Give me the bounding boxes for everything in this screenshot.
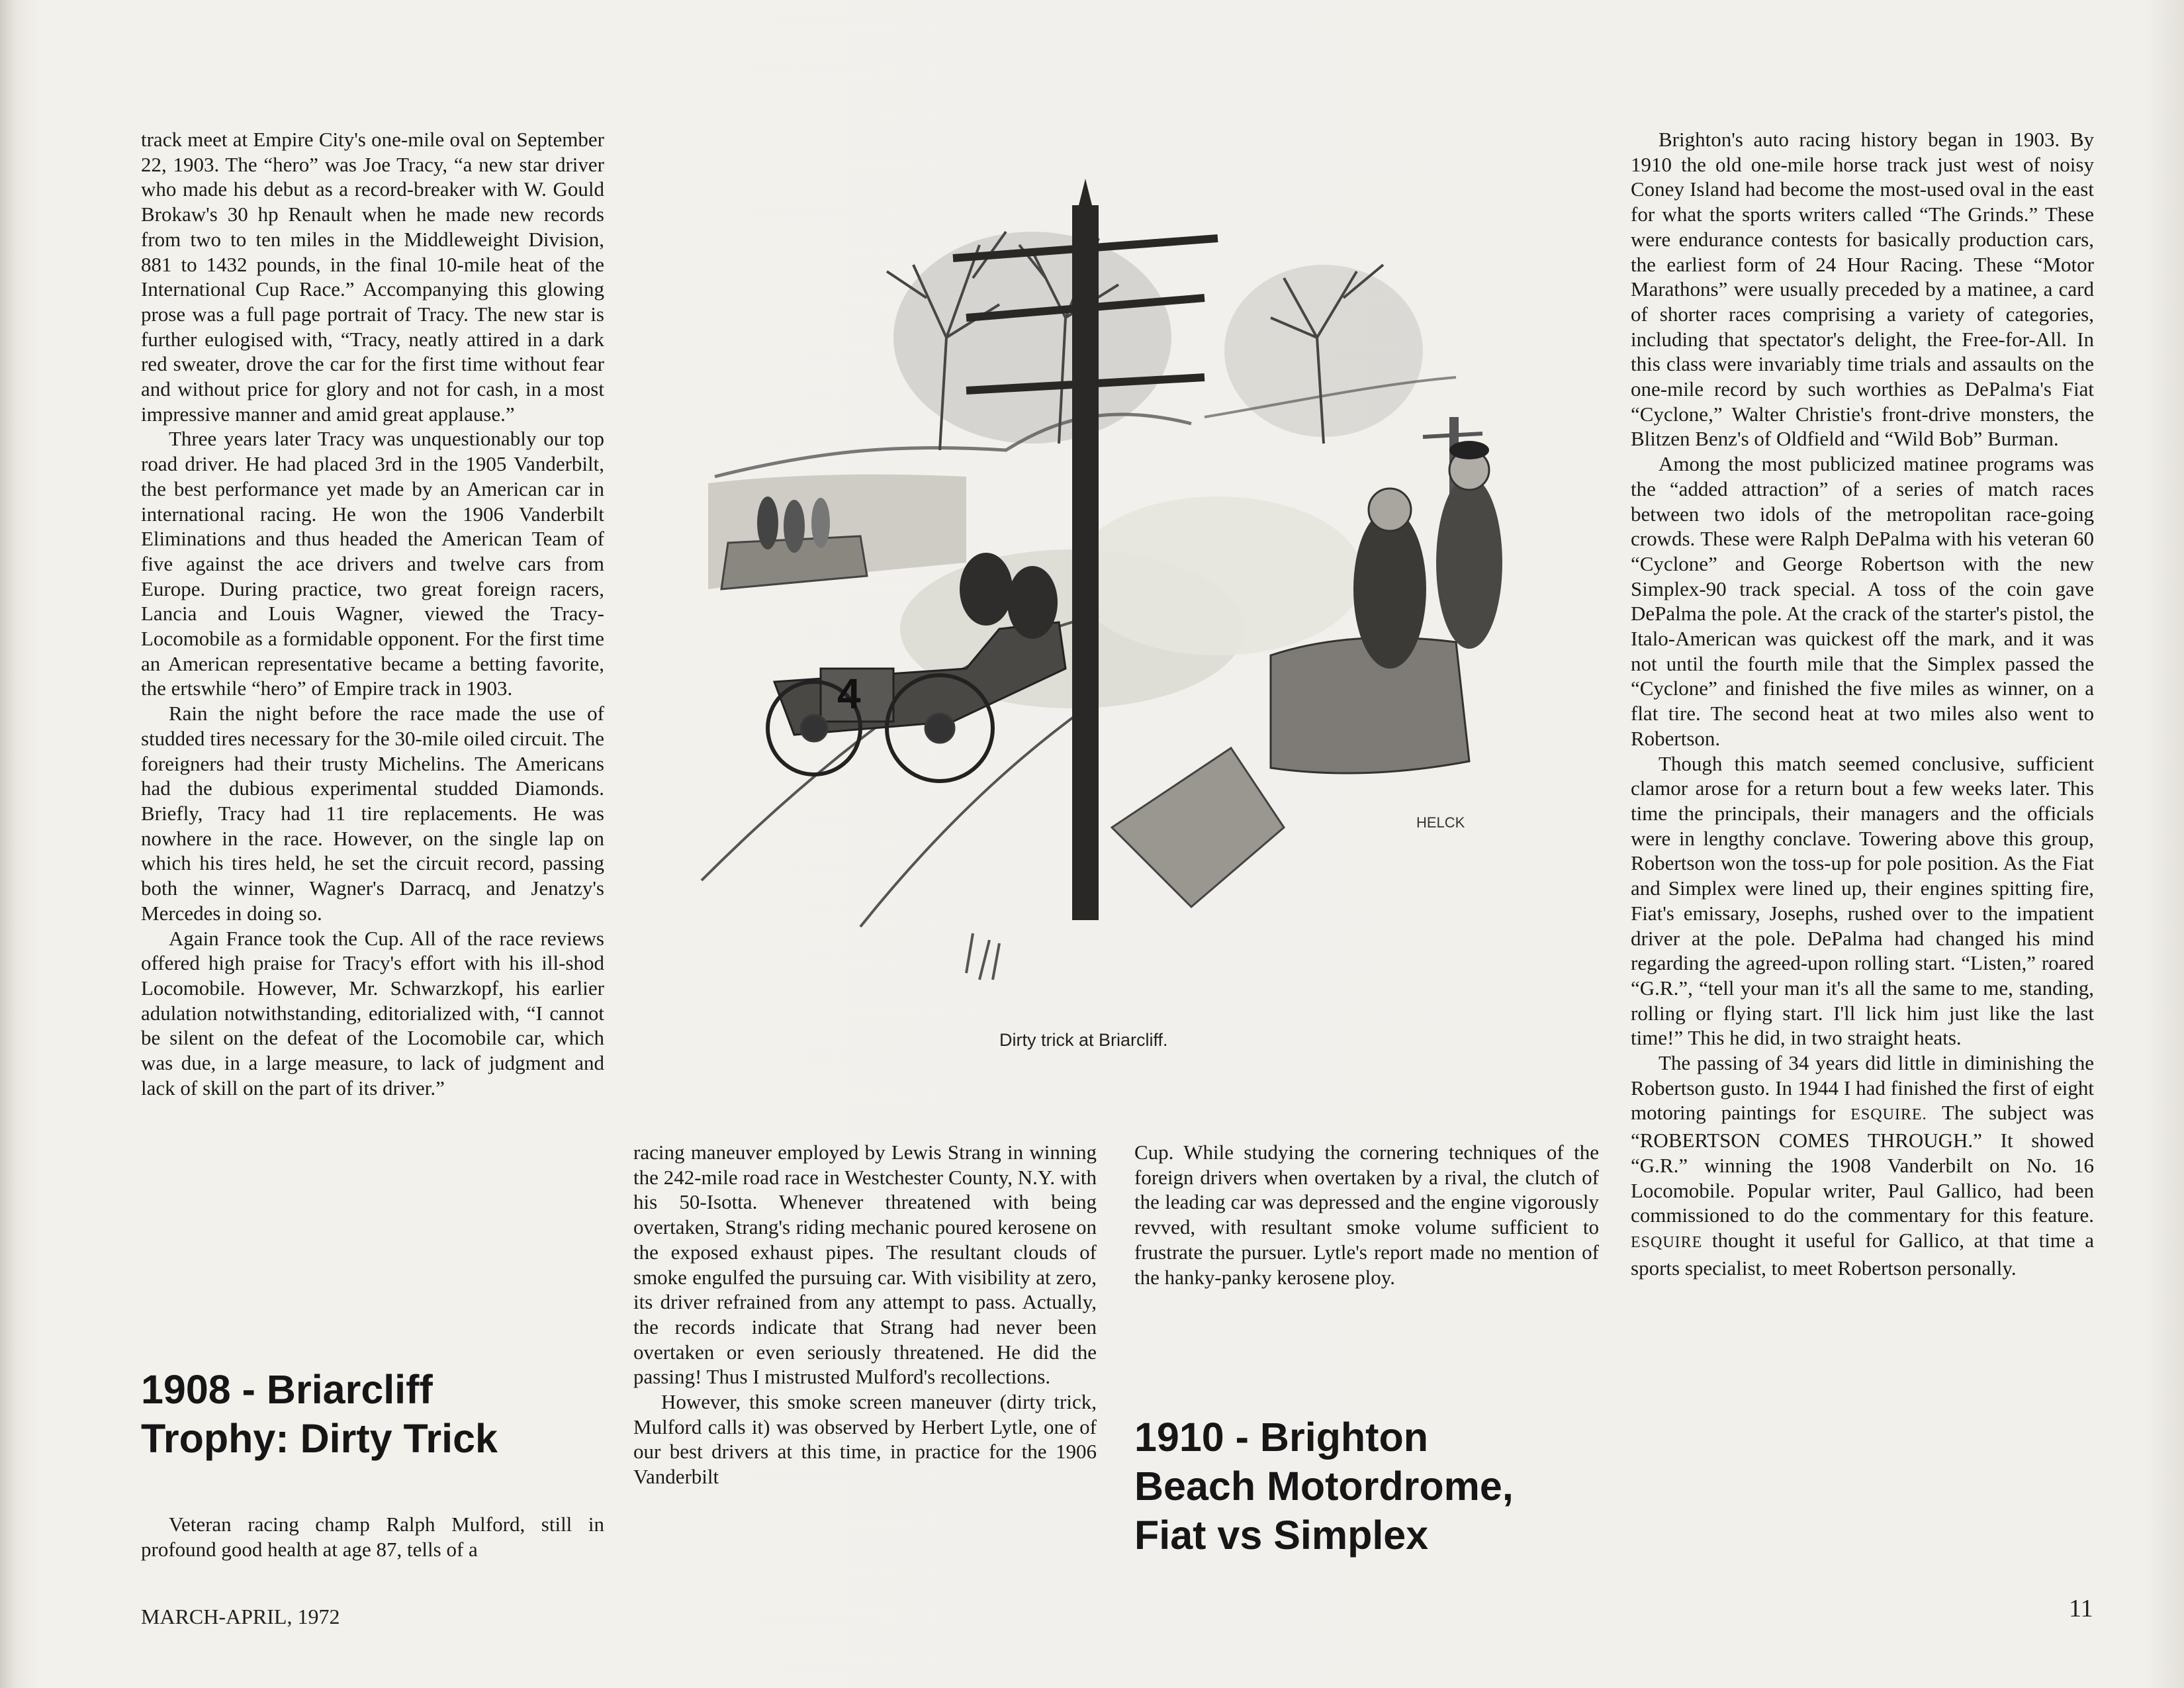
paragraph: racing maneuver employed by Lewis Strang in winning the 242-mile road race in Westchester County, N.Y. with his 50-Isotta. Whenever threatened with being overtaken, Strang's riding mechanic poured kerosene on the exposed exhaust pipes. The resultant clouds of smoke engulfed the pursuing car. With visibility at zero, its driver refrained from any attempt to pass. Actually, the records indicate that Strang had never been overtaken or even seriously threatened. He did the passing! Thus I mistrusted Mulford's recollections.	[633, 1141, 1097, 1389]
heading-line: 1908 - Briarcliff	[141, 1367, 433, 1412]
paragraph: Among the most publicized matinee programs was the “added attraction” of a series of match races between two idols of the metropolitan race-going crowds. These were Ralph DePalma with his veteran 60 “Cyclone” and George Robertson with the new Simplex-90 track special. A toss of the coin gave DePalma the pole. At the crack of the starter's pistol, the Italo-American was quickest off the mark, and it was not until the fourth mile that the Simplex passed the “Cyclone” and finished the five miles as winner, on a flat tire. The second heat at two miles also went to Robertson.	[1631, 452, 2094, 750]
page-number: 11	[2069, 1595, 2093, 1622]
race-illustration	[688, 165, 1522, 1006]
paragraph: Again France took the Cup. All of the race reviews offered high praise for Tracy's effort with his ill-shod Locomobile. However, Mr. Schwarzkopf, his earlier adulation notwithstanding, editorialized with, “I cannot be silent on the defeat of the Locomobile car, which was due, in a large measure, to lack of judgment and lack of skill on the part of its driver.”	[141, 926, 604, 1100]
paragraph: Three years later Tracy was unquestionably our top road driver. He had placed 3rd in the 1905 Vanderbilt, the best performance yet made by an American car in international racing. He won the 1906 Vanderbilt Eliminations and thus headed the American Team of five against the ace drivers and twelve cars from Europe. During practice, two great foreign racers, Lancia and Louis Wagner, viewed the Tracy-Locomobile as a formidable opponent. For the first time an American representative became a betting favorite, the ertswhile “hero” of Empire track in 1903.	[141, 427, 604, 700]
artist-signature: HELCK	[1416, 814, 1465, 831]
column-3	[1134, 1140, 1599, 1289]
paragraph: Veteran racing champ Ralph Mulford, still in profound good health at age 87, tells of a	[141, 1513, 604, 1561]
magazine-name: ESQUIRE.	[1850, 1106, 1927, 1124]
paragraph: Cup. While studying the cornering techniques of the foreign drivers when overtaken by a rival, the clutch of the leading car was depressed and the engine vigorously revved, with resultant smoke volume sufficient to frustrate the pursuer. Lytle's report made no mention of the hanky-panky kerosene ploy.	[1134, 1141, 1599, 1289]
paragraph: However, this smoke screen maneuver (dirty trick, Mulford calls it) was observed by Herbert Lytle, one of our best drivers at this time, in practice for the 1906 Vanderbilt	[633, 1390, 1097, 1489]
heading-line: Fiat vs Simplex	[1134, 1513, 1429, 1558]
paragraph: track meet at Empire City's one-mile oval on September 22, 1903. The “hero” was Joe Tracy, “a new star driver who made his debut as a record-breaker with W. Gould Brokaw's 30 hp Renault when he made new records from two to ten miles in the Middleweight Division, 881 to 1432 pounds, in the final 10-mile heat of the International Cup Race.” Accompanying this glowing prose was a full page portrait of Tracy. The new star is further eulogised with, “Tracy, neatly attired in a dark red sweater, drove the car for the first time without fear and without price for glory and not for cash, in a most impressive manner and amid great applause.”	[141, 128, 604, 426]
illustration-drawing	[702, 179, 1502, 980]
text-run: The subject was “ROBERTSON COMES THROUGH.” It showed “G.R.” winning the 1908 Vanderbilt on No. 16 Locomobile. Popular writer, Paul Gallico, had been commissioned to do the commentary for this feature.	[1631, 1101, 2094, 1227]
text-run: thought it useful for Gallico, at that time a sports specialist, to meet Robertson personally.	[1631, 1228, 2095, 1280]
paragraph: Brighton's auto racing history began in 1903. By 1910 the old one-mile horse track just west of noisy Coney Island had become the most-used oval in the east for what the sports writers called “The Grinds.” These were endurance contests for basically production cars, the earliest form of 24 Hour Racing. These “Motor Marathons” were usually preceded by a matinee, a card of shorter races comprising a variety of categories, including that spectator's delight, the Free-for-All. In this class were invariably time trials and assaults on the one-mile record by such worthies as DePalma's Fiat “Cyclone,” Walter Christie's front-drive monsters, the Blitzen Benz's of Oldfield and “Wild Bob” Burman.	[1631, 128, 2094, 451]
paragraph: Rain the night before the race made the use of studded tires necessary for the 30-mile oiled circuit. The foreigners had their trusty Michelins. The Americans had the dubious experimental studded Diamonds. Briefly, Tracy had 11 tire replacements. He was nowhere in the race. However, on the single lap on which his tires held, he set the circuit record, passing both the winner, Wagner's Darracq, and Jenatzy's Mercedes in doing so.	[141, 702, 604, 925]
column-4	[1631, 127, 2094, 1280]
text-run: The passing of 34 years did little in diminishing the Robertson gusto. In 1944 I had finished the first of eight motoring paintings for	[1631, 1051, 2094, 1125]
illustration-caption: Dirty trick at Briarcliff.	[999, 1030, 1168, 1050]
column-1	[141, 127, 604, 1100]
column-1-continuation	[141, 1512, 604, 1562]
paragraph	[1631, 1051, 2094, 1280]
car-number: 4	[837, 670, 861, 718]
issue-date: MARCH-APRIL, 1972	[141, 1605, 340, 1628]
paragraph: Though this match seemed conclusive, sufficient clamor arose for a return bout a few weeks later. This time the principals, their managers and the officials were in lengthy conclave. Towering above this group, Robertson won the toss-up for pole position. As the Fiat and Simplex were lined up, their engines spitting fire, Fiat's emissary, Josephs, rushed over to the impatient driver at the pole. DePalma had changed his mind regarding the agreed-upon rolling start. “Listen,” roared “G.R.”, “tell your man it's all the same to me, standing, rolling or flying start. I'll lick him just like the last time!” This he did, in two straight heats.	[1631, 751, 2094, 1050]
column-2	[633, 1140, 1097, 1489]
section-heading-1908	[141, 1365, 498, 1463]
heading-line: Trophy: Dirty Trick	[141, 1416, 498, 1461]
heading-line: 1910 - Brighton	[1134, 1415, 1429, 1460]
magazine-name: ESQUIRE	[1631, 1233, 1703, 1251]
heading-line: Beach Motordrome,	[1134, 1464, 1514, 1509]
section-heading-1910	[1134, 1413, 1514, 1560]
